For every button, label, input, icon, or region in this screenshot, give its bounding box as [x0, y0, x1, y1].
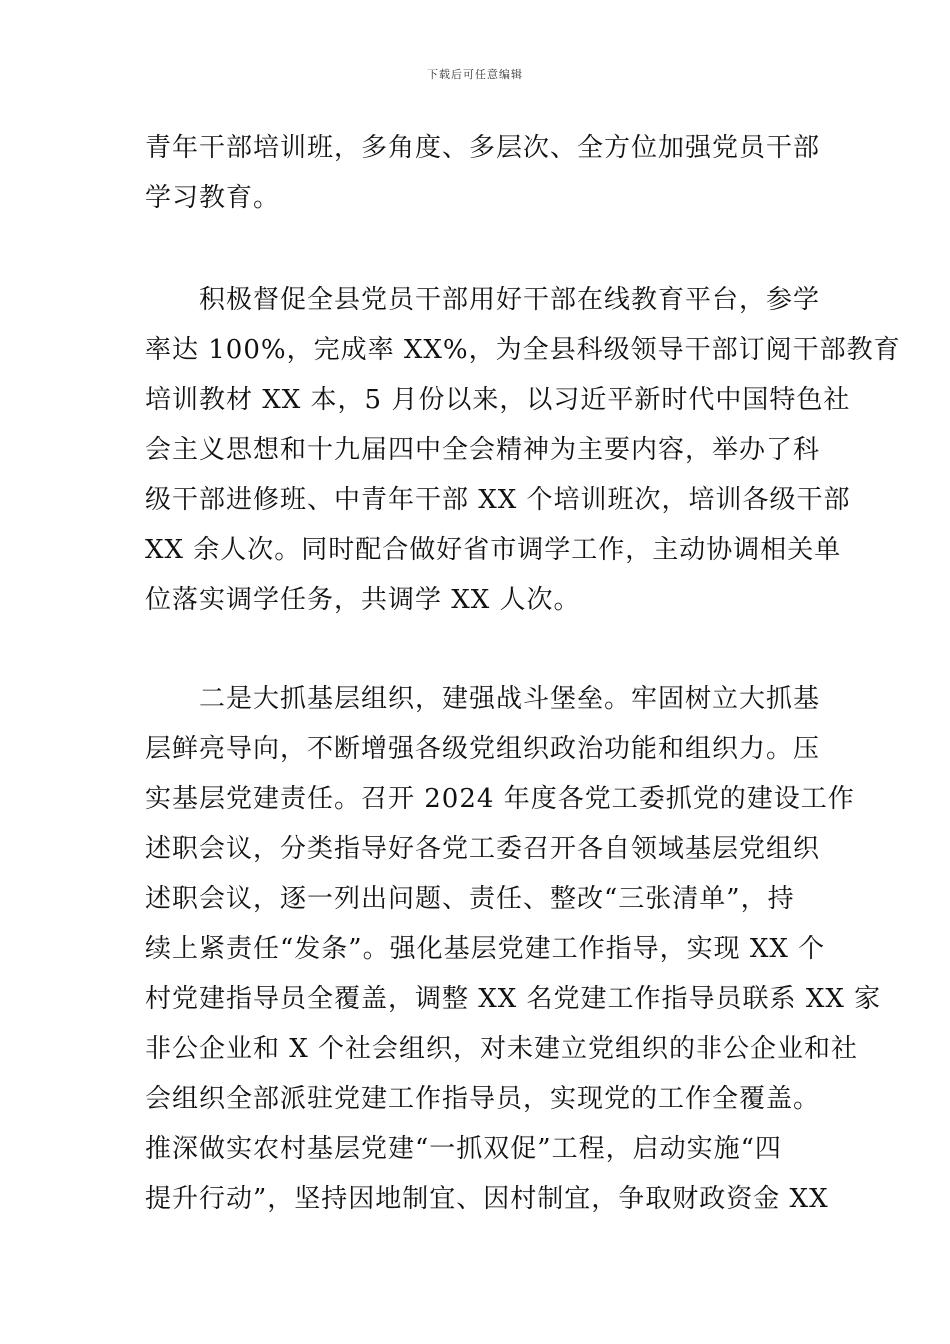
paragraph-3-line-5: 述职会议，逐一列出问题、责任、整改“三张清单”，持	[145, 884, 795, 914]
page-header-note: 下载后可任意编辑	[427, 68, 523, 81]
paragraph-2-line-6: XX 余人次。同时配合做好省市调学工作，主动协调相关单	[145, 535, 842, 565]
paragraph-3-line-9: 会组织全部派驻党建工作指导员，实现党的工作全覆盖。	[145, 1084, 821, 1114]
paragraph-3-line-10: 推深做实农村基层党建“一抓双促”工程，启动实施“四	[145, 1134, 782, 1164]
paragraph-3-line-7: 村党建指导员全覆盖，调整 XX 名党建工作指导员联系 XX 家	[145, 984, 882, 1014]
paragraph-2-line-4: 会主义思想和十九届四中全会精神为主要内容，举办了科	[145, 435, 821, 465]
paragraph-3-line-6: 续上紧责任“发条”。强化基层党建工作指导，实现 XX 个	[145, 934, 826, 964]
paragraph-3-line-4: 述职会议，分类指导好各党工委召开各自领域基层党组织	[145, 834, 821, 864]
paragraph-2-line-7: 位落实调学任务，共调学 XX 人次。	[145, 585, 581, 615]
paragraph-2-line-2: 率达 100%，完成率 XX%，为全县科级领导干部订阅干部教育	[145, 335, 901, 365]
paragraph-2-line-3: 培训教材 XX 本，5 月份以来，以习近平新时代中国特色社	[145, 385, 851, 415]
paragraph-3-line-3: 实基层党建责任。召开 2024 年度各党工委抓党的建设工作	[145, 784, 855, 814]
paragraph-3-line-8: 非公企业和 X 个社会组织，对未建立党组织的非公企业和社	[145, 1034, 859, 1064]
paragraph-3-line-1: 二是大抓基层组织，建强战斗堡垒。牢固树立大抓基	[145, 684, 821, 714]
paragraph-3-line-2: 层鲜亮导向，不断增强各级党组织政治功能和组织力。压	[145, 734, 821, 764]
paragraph-1-line-1: 青年干部培训班，多角度、多层次、全方位加强党员干部	[145, 133, 821, 163]
paragraph-3-line-11: 提升行动”，坚持因地制宜、因村制宜，争取财政资金 XX	[145, 1184, 829, 1214]
paragraph-2-line-5: 级干部进修班、中青年干部 XX 个培训班次，培训各级干部	[145, 485, 851, 515]
paragraph-2-line-1: 积极督促全县党员干部用好干部在线教育平台，参学	[145, 285, 821, 315]
paragraph-1-line-2: 学习教育。	[145, 183, 281, 213]
